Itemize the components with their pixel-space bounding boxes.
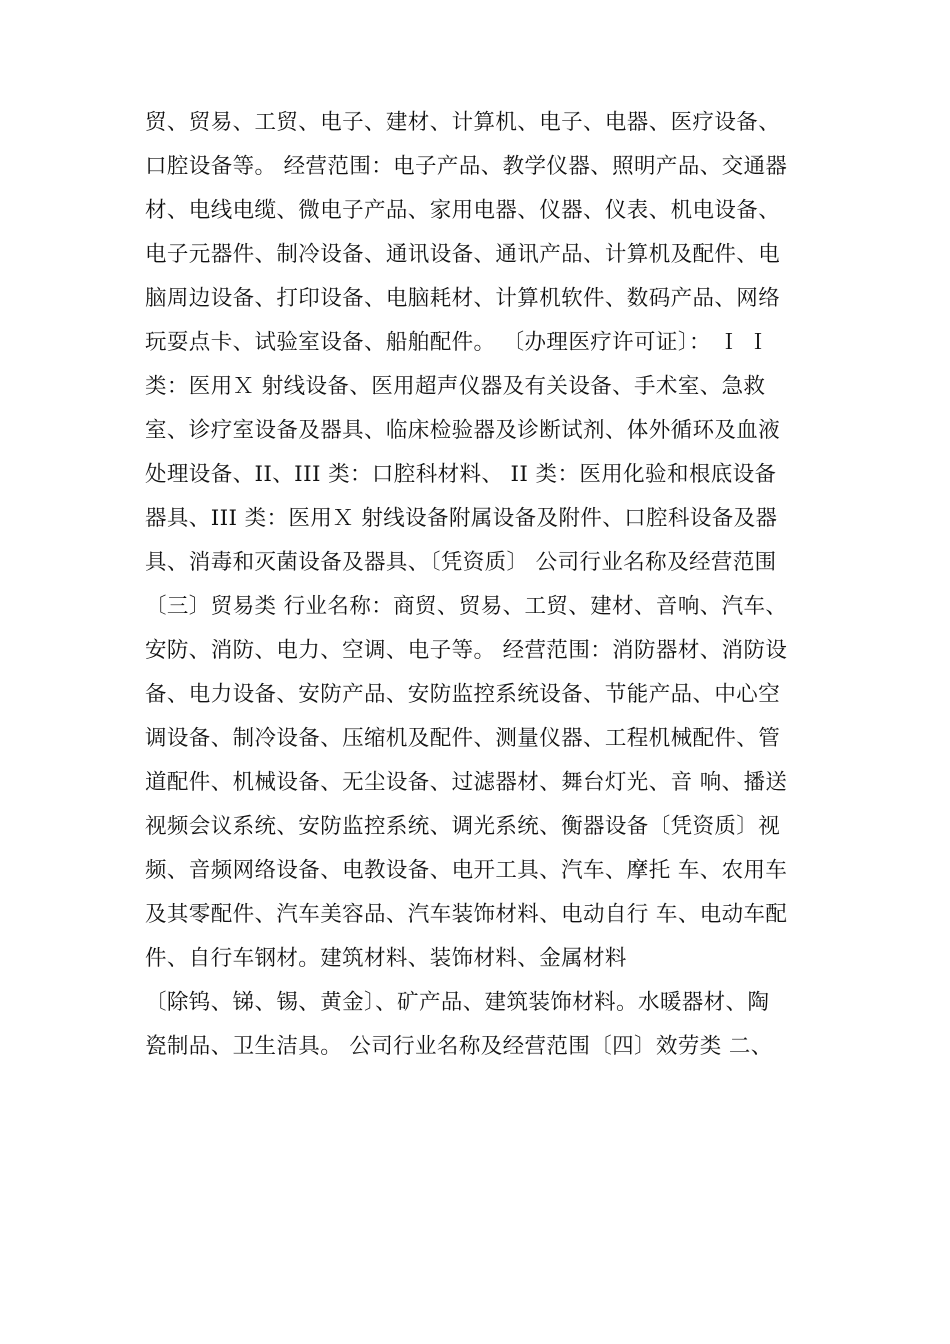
text-line: 视频会议系统、安防监控系统、调光系统、衡器设备〔凭资质〕视 [145,814,781,839]
text-line: 贸、贸易、工贸、电子、建材、计算机、电子、电器、医疗设备、 [145,110,781,135]
text-line: 口腔设备等。 经营范围：电子产品、教学仪器、照明产品、交通器 [145,154,788,179]
text-line: 电子元器件、制冷设备、通讯设备、通讯产品、计算机及配件、电 [145,242,781,267]
text-line: 道配件、机械设备、无尘设备、过滤器材、舞台灯光、音 响、播送 [145,770,788,795]
text-line: 及其零配件、汽车美容品、汽车装饰材料、电动自行 车、电动车配 [145,902,788,927]
text-line: 脑周边设备、打印设备、电脑耗材、计算机软件、数码产品、网络 [145,286,781,311]
text-line: 玩耍点卡、试验室设备、船舶配件。 〔办理医疗许可证〕： Ｉ Ｉ [145,330,770,355]
text-line: 类：医用Ｘ 射线设备、医用超声仪器及有关设备、手术室、急救 [145,374,766,399]
text-line: 材、电线电缆、微电子产品、家用电器、仪器、仪表、机电设备、 [145,198,781,223]
text-line: 频、音频网络设备、电教设备、电开工具、汽车、摩托 车、农用车 [145,858,788,883]
text-line: 瓷制品、卫生洁具。 公司行业名称及经营范围〔四〕效劳类 二、 [145,1034,773,1059]
text-line: 件、自行车钢材。建筑材料、装饰材料、金属材料 [145,946,627,971]
text-line: 室、诊疗室设备及器具、临床检验器及诊断试剂、体外循环及血液 [145,418,781,443]
text-line: 备、电力设备、安防产品、安防监控系统设备、节能产品、中心空 [145,682,781,707]
body-text [145,101,825,1069]
text-line: 〔除钨、锑、锡、黄金〕、矿产品、建筑装饰材料。水暖器材、陶 [145,990,770,1015]
text-line: 处理设备、II、III 类：口腔科材料、 II 类：医用化验和根底设备 [145,462,777,487]
text-line: 器具、III 类：医用Ｘ 射线设备附属设备及附件、口腔科设备及器 [145,506,778,531]
text-line: 具、消毒和灭菌设备及器具、〔凭资质〕 公司行业名称及经营范围 [145,550,777,575]
text-line: 调设备、制冷设备、压缩机及配件、测量仪器、工程机械配件、管 [145,726,781,751]
text-line: 〔三〕贸易类 行业名称：商贸、贸易、工贸、建材、音响、汽车、 [145,594,788,619]
text-line: 安防、消防、电力、空调、电子等。 经营范围：消防器材、消防设 [145,638,788,663]
